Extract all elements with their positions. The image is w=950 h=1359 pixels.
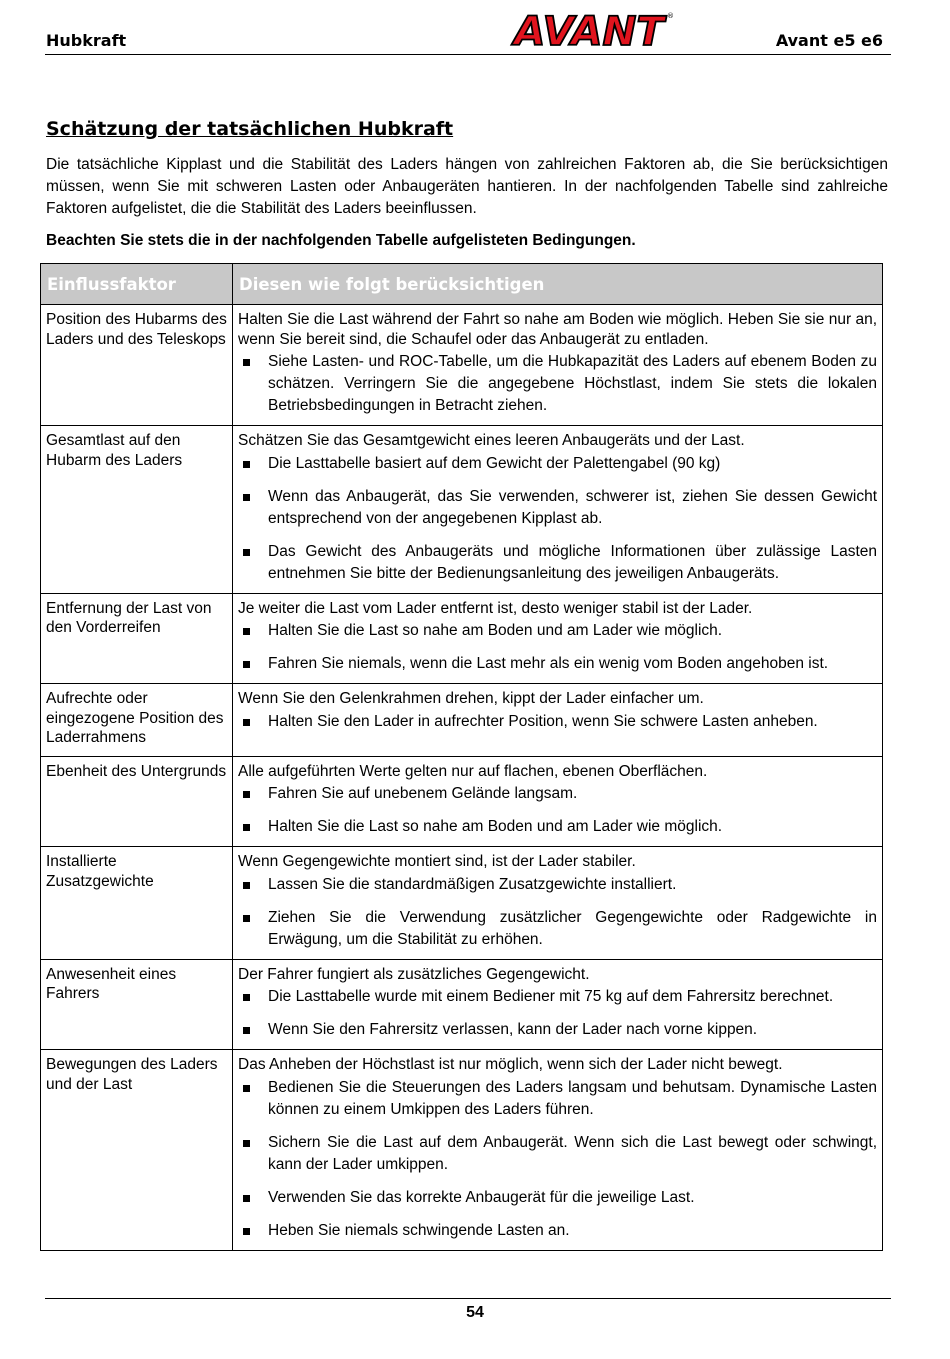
- page-header: [45, 8, 891, 55]
- consideration-cell: [233, 684, 883, 757]
- bullet-item: Die Lasttabelle wurde mit einem Bediener mit 75 kg auf dem Fahrersitz berechnet.: [238, 986, 877, 1008]
- consideration-cell: [233, 1050, 883, 1251]
- section-title: Schätzung der tatsächlichen Hubkraft: [46, 118, 454, 140]
- column-header-consideration: Diesen wie folgt berücksichtigen: [233, 264, 883, 305]
- bullet-item: Halten Sie den Lader in aufrechter Position, wenn Sie schwere Lasten anheben.: [238, 711, 877, 733]
- bullet-list: [238, 620, 877, 675]
- bullet-item: Ziehen Sie die Verwendung zusätzlicher Gegengewichte oder Radgewichte in Erwägung, um die Stabilität zu erhöhen.: [238, 907, 877, 951]
- bullet-item: Wenn Sie den Fahrersitz verlassen, kann der Lader nach vorne kippen.: [238, 1019, 877, 1041]
- factor-cell: Ebenheit des Untergrunds: [41, 756, 233, 847]
- consideration-cell: [233, 426, 883, 594]
- header-model-label: Avant e5 e6: [775, 31, 883, 50]
- factor-cell: Position des Hubarms des Laders und des Teleskops: [41, 305, 233, 426]
- table-row: [41, 1050, 883, 1251]
- consideration-lead: Wenn Gegengewichte montiert sind, ist der Lader stabiler.: [238, 853, 636, 870]
- factors-table: [40, 263, 883, 1251]
- bullet-item: Bedienen Sie die Steuerungen des Laders langsam und behutsam. Dynamische Lasten können zu einem Umkippen des Laders führen.: [238, 1077, 877, 1121]
- factor-cell: Entfernung der Last von den Vorderreifen: [41, 593, 233, 684]
- svg-text:AVANT: AVANT: [510, 9, 667, 55]
- intro-paragraph: Die tatsächliche Kipplast und die Stabilität des Laders hängen von zahlreichen Faktoren ab, die Sie berücksichtigen müssen, wenn Sie mit schweren Lasten oder Anbaugeräten hantieren. In der nachfolgenden Tabelle sind zahlreiche Faktoren aufgelistet, die die Stabilität des Laders beeinflussen.: [46, 156, 888, 217]
- bullet-item: Lassen Sie die standardmäßigen Zusatzgewichte installiert.: [238, 874, 877, 896]
- table-row: [41, 847, 883, 960]
- consideration-cell: [233, 959, 883, 1050]
- table-row: [41, 305, 883, 426]
- bullet-item: Die Lasttabelle basiert auf dem Gewicht der Palettengabel (90 kg): [238, 453, 877, 475]
- consideration-lead: Je weiter die Last vom Lader entfernt ist, desto weniger stabil ist der Lader.: [238, 599, 753, 617]
- column-header-factor: Einflussfaktor: [41, 264, 233, 305]
- consideration-cell: [233, 847, 883, 960]
- bullet-list: [238, 986, 877, 1041]
- table-row: [41, 593, 883, 684]
- consideration-lead: Halten Sie die Last während der Fahrt so nahe am Boden wie möglich. Heben Sie sie nur an, wenn Sie bereit sind, die Schaufel oder das Anbaugerät zu entladen.: [238, 311, 877, 348]
- bullet-item: Wenn das Anbaugerät, das Sie verwenden, schwerer ist, ziehen Sie dessen Gewicht entsprechend von der angegebenen Kipplast ab.: [238, 486, 877, 530]
- bullet-list: [238, 711, 877, 733]
- bullet-item: Halten Sie die Last so nahe am Boden und am Lader wie möglich.: [238, 620, 877, 642]
- notice-paragraph: Beachten Sie stets die in der nachfolgenden Tabelle aufgelisteten Bedingungen.: [46, 232, 636, 249]
- footer-divider: [45, 1298, 891, 1299]
- svg-text:®: ®: [667, 12, 674, 20]
- bullet-item: Verwenden Sie das korrekte Anbaugerät für die jeweilige Last.: [238, 1187, 877, 1209]
- table-header-row: [41, 264, 883, 305]
- bullet-list: [238, 453, 877, 585]
- bullet-list: [238, 783, 877, 838]
- consideration-cell: [233, 305, 883, 426]
- page-number: 54: [466, 1304, 484, 1321]
- bullet-item: Halten Sie die Last so nahe am Boden und am Lader wie möglich.: [238, 816, 877, 838]
- consideration-lead: Wenn Sie den Gelenkrahmen drehen, kippt der Lader einfacher um.: [238, 690, 704, 707]
- factor-cell: Aufrechte oder eingezogene Position des Laderrahmens: [41, 684, 233, 757]
- consideration-lead: Alle aufgeführten Werte gelten nur auf flachen, ebenen Oberflächen.: [238, 762, 708, 780]
- consideration-cell: [233, 756, 883, 847]
- table-row: [41, 426, 883, 594]
- factor-cell: Gesamtlast auf den Hubarm des Laders: [41, 426, 233, 594]
- bullet-item: Fahren Sie auf unebenem Gelände langsam.: [238, 783, 877, 805]
- bullet-list: [238, 1077, 877, 1242]
- consideration-lead: Der Fahrer fungiert als zusätzliches Gegengewicht.: [238, 965, 590, 983]
- bullet-item: Das Gewicht des Anbaugeräts und mögliche Informationen über zulässige Lasten entnehmen Sie bitte der Bedienungsanleitung des jeweiligen Anbaugeräts.: [238, 541, 877, 585]
- table-row: [41, 684, 883, 757]
- table-row: [41, 756, 883, 847]
- header-section-label: Hubkraft: [46, 31, 127, 50]
- factor-cell: Bewegungen des Laders und der Last: [41, 1050, 233, 1251]
- avant-logo: [503, 8, 674, 55]
- bullet-item: Fahren Sie niemals, wenn die Last mehr als ein wenig vom Boden angehoben ist.: [238, 653, 877, 675]
- factor-cell: Anwesenheit eines Fahrers: [41, 959, 233, 1050]
- bullet-list: [238, 874, 877, 951]
- bullet-list: [238, 351, 877, 417]
- consideration-lead: Das Anheben der Höchstlast ist nur möglich, wenn sich der Lader nicht bewegt.: [238, 1056, 783, 1073]
- bullet-item: Siehe Lasten- und ROC-Tabelle, um die Hubkapazität des Laders auf ebenem Boden zu schätzen. Verringern Sie die angegebene Höchstlast, indem Sie stets die lokalen Betriebsbedingungen in Betracht ziehen.: [238, 351, 877, 417]
- bullet-item: Sichern Sie die Last auf dem Anbaugerät. Wenn sich die Last bewegt oder schwingt, kann der Lader umkippen.: [238, 1132, 877, 1176]
- consideration-lead: Schätzen Sie das Gesamtgewicht eines leeren Anbaugeräts und der Last.: [238, 432, 745, 449]
- bullet-item: Heben Sie niemals schwingende Lasten an.: [238, 1220, 877, 1242]
- factor-cell: Installierte Zusatzgewichte: [41, 847, 233, 960]
- table-row: [41, 959, 883, 1050]
- consideration-cell: [233, 593, 883, 684]
